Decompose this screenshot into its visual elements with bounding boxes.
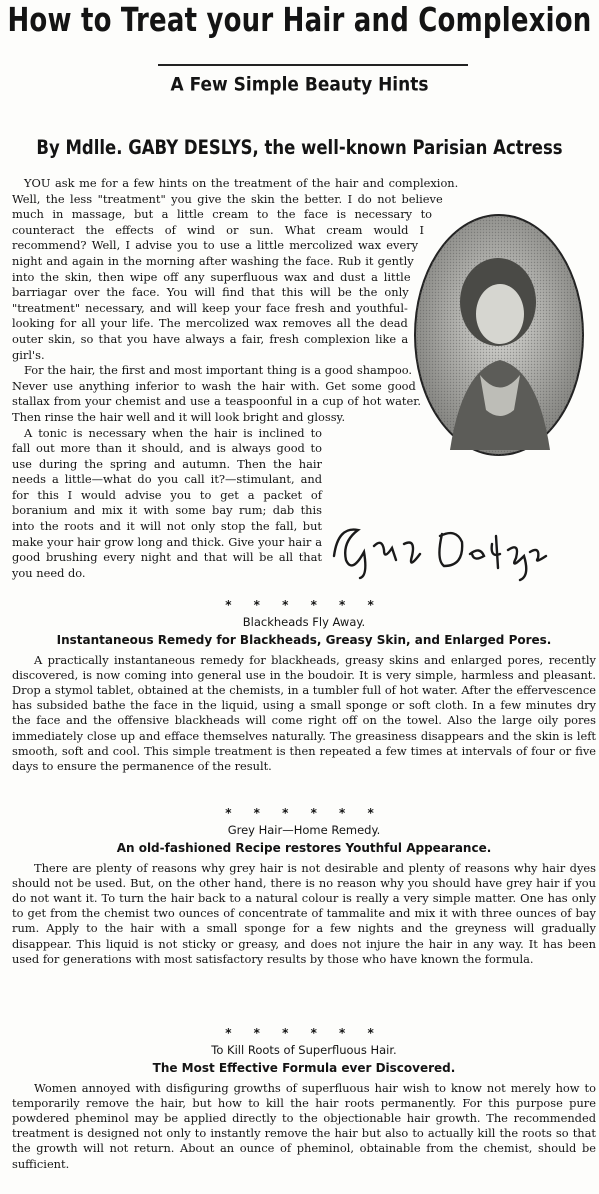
signature-graphic (324, 516, 554, 582)
intro-paragraph-3: A tonic is necessary when the hair is inclined to fall out more than it should, and is always good to use during the spring and autumn. Then the hair needs a little—what do you call it?—stimulant, and for this I would advise you to get a packet of boranium and mix it with some bay rum; dab this into the roots and it will not only stop the fall, but make your hair grow long and thick. Give your hair a good brushing every night and that will be all that you need do. (12, 425, 322, 580)
portrait-oval (410, 210, 588, 460)
section-divider-stars: * * * * * * (225, 806, 383, 820)
section-blackheads (12, 598, 596, 774)
headline-rule (158, 64, 468, 66)
section-title: To Kill Roots of Superfluous Hair. (211, 1043, 397, 1058)
section-title: Blackheads Fly Away. (242, 615, 366, 630)
portrait-image (410, 210, 588, 460)
section-body: A practically instantaneous remedy for blackheads, greasy skins and enlarged pores, recently discovered, is now coming into general use in the boudoir. It is very simple, harmless and pleasant. Drop a stymol tablet, obtained at the chemists, in a tumbler full of hot water. After the effervescence has subsided bathe the face in the liquid, using a small sponge or soft cloth. In a few minutes dry the face and the offensive blackheads will come right off on the towel. Also the large oily pores immediately close up and efface themselves naturally. The greasiness disappears and the skin is left smooth, soft and cool. This simple treatment is then repeated a few times at intervals of four or five days to ensure the permanence of the result. (12, 652, 596, 774)
section-divider-stars: * * * * * * (225, 1026, 383, 1040)
intro-paragraph-2: For the hair, the first and most important thing is a good shampoo. Never use anything inferior to wash the hair with. Get some good stallax from your chemist and use a teaspoonful in a cup of hot water. Then rinse the hair well and it will look bright and glossy. (12, 363, 422, 424)
section-body: There are plenty of reasons why grey hair is not desirable and plenty of reasons why hair dyes should not be used. But, on the other hand, there is no reason why you should have grey hair if you do not want it. To turn the hair back to a natural colour is really a very simple matter. One has only to get from the chemist two ounces of concentrate of tammalite and mix it with three ounces of bay rum. Apply to the hair with a small sponge for a few nights and the greyness will gradually disappear. This liquid is not sticky or greasy, and does not injure the hair in any way. It has been used for generations with most satisfactory results by those who have known the formula. (12, 860, 596, 966)
subheadline: A Few Simple Beauty Hints (170, 74, 429, 96)
section-body: Women annoyed with disfiguring growths of superfluous hair wish to know not merely how to temporarily remove the hair, but how to kill the hair roots permanently. For this purpose pure powdered pheminol may be applied directly to the objectionable hair growth. The recommended treatment is designed not only to instantly remove the hair but also to actually kill the roots so that the growth will not return. About an ounce of pheminol, obtainable from the chemist, should be sufficient. (12, 1080, 596, 1171)
section-superfluous-hair (12, 1026, 596, 1172)
byline: By Mdlle. GABY DESLYS, the well-known Parisian Actress (36, 136, 563, 159)
intro-paragraph-1: YOU ask me for a few hints on the treatment of the hair and complexion. Well, the less "treatment" you give the skin the better. I do not believe much in massage, but a little cream to the face is necessary to counteract the effects of wind or sun. What cream would I recommend? Well, I advise you to use a little mercolized wax every night and again in the morning after washing the face. Rub it gently into the skin, then wipe off any superfluous wax and dust a little barriagar over the face. You will find that this will be the only "treatment" necessary, and will keep your face fresh and youthful-looking for all your life. The mercolized wax removes all the dead outer skin, so that you have always a fair, fresh complexion like a girl's. (12, 176, 459, 362)
section-subtitle: Instantaneous Remedy for Blackheads, Greasy Skin, and Enlarged Pores. (56, 633, 552, 648)
section-grey-hair (12, 806, 596, 967)
section-title: Grey Hair—Home Remedy. (227, 823, 381, 838)
section-subtitle: The Most Effective Formula ever Discovered. (152, 1061, 456, 1076)
section-subtitle: An old-fashioned Recipe restores Youthful Appearance. (116, 841, 492, 856)
headline: How to Treat your Hair and Complexion (7, 2, 592, 40)
section-divider-stars: * * * * * * (225, 598, 383, 612)
signature (324, 516, 554, 582)
